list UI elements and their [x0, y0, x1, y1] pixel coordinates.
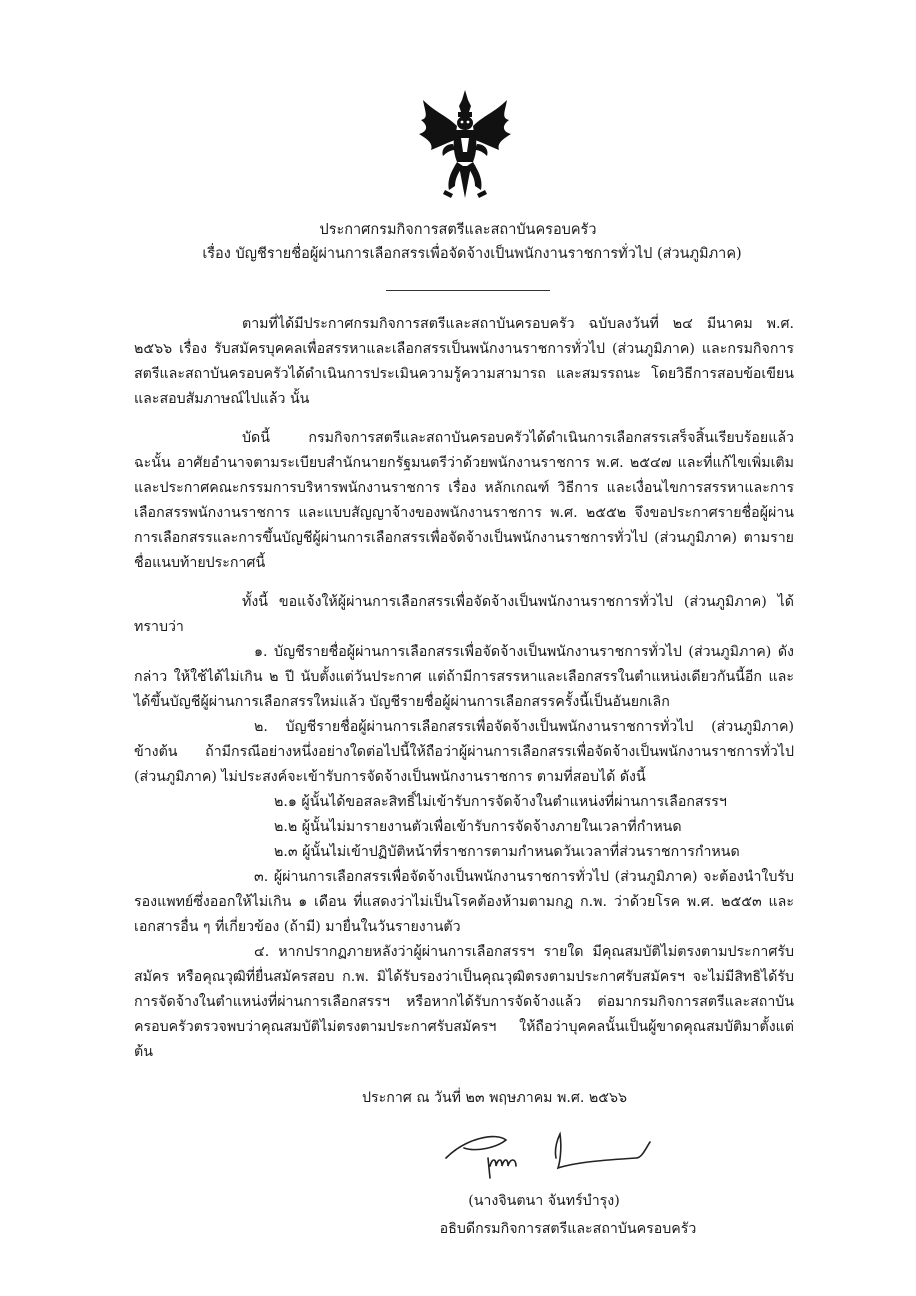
paragraph-background: ตามที่ได้มีประกาศกรมกิจการสตรีและสถาบันครอบครัว ฉบับลงวันที่ ๒๔ มีนาคม พ.ศ. ๒๕๖๖ เรื่อง รับสมัครบุคคลเพื่อสรรหาและเลือกสรรเป็นพนักงานราชการทั่วไป (ส่วนภูมิภาค) และกรมกิจการสตรีและสถาบันครอบครัวได้ดำเนินการประเมินความรู้ความสามารถ และสมรรถนะ โดยวิธีการสอบข้อเขียนและสอบสัมภาษณ์ไปแล้ว นั้น: [134, 316, 794, 407]
announcement-date: ประกาศ ณ วันที่ ๒๓ พฤษภาคม พ.ศ. ๒๕๖๖: [362, 1090, 628, 1106]
signer-name: (นางจินตนา จันทร์บำรุง): [468, 1193, 620, 1209]
condition-item-4: ๔. หากปรากฏภายหลังว่าผู้ผ่านการเลือกสรรฯ รายใด มีคุณสมบัติไม่ตรงตามประกาศรับสมัคร หรือคุณวุฒิที่ยื่นสมัครสอบ ก.พ. มิได้รับรองว่าเป็นคุณวุฒิตรงตามประกาศรับสมัครฯ จะไม่มีสิทธิได้รับการจัดจ้างในตำแหน่งที่ผ่านการเลือกสรรฯ หรือหากได้รับการจัดจ้างแล้ว ต่อมากรมกิจการสตรีและสถาบันครอบครัวตรวจพบว่าคุณสมบัติไม่ตรงตามประกาศรับสมัครฯ ให้ถือว่าบุคคลนั้นเป็นผู้ขาดคุณสมบัติมาตั้งแต่ต้น: [134, 944, 794, 1060]
announcement-header: [0, 218, 916, 266]
condition-item-2: ๒. บัญชีรายชื่อผู้ผ่านการเลือกสรรเพื่อจัดจ้างเป็นพนักงานราชการทั่วไป (ส่วนภูมิภาค) ข้างต้น ถ้ามีกรณีอย่างหนึ่งอย่างใดต่อไปนี้ให้ถือว่าผู้ผ่านการเลือกสรรเพื่อจัดจ้างเป็นพนักงานราชการทั่วไป (ส่วนภูมิภาค) ไม่ประสงค์จะเข้ารับการจัดจ้างเป็นพนักงานราชการ ตามที่สอบได้ ดังนี้: [134, 719, 794, 785]
condition-item-1: ๑. บัญชีรายชื่อผู้ผ่านการเลือกสรรเพื่อจัดจ้างเป็นพนักงานราชการทั่วไป (ส่วนภูมิภาค) ดังกล่าว ให้ใช้ได้ไม่เกิน ๒ ปี นับตั้งแต่วันประกาศ แต่ถ้ามีการสรรหาและเลือกสรรในตำแหน่งเดียวกันนี้อีก และได้ขึ้นบัญชีผู้ผ่านการเลือกสรรใหม่แล้ว บัญชีรายชื่อผู้ผ่านการเลือกสรรครั้งนี้เป็นอันยกเลิก: [134, 644, 794, 710]
paragraph-announcement: บัดนี้ กรมกิจการสตรีและสถาบันครอบครัวได้ดำเนินการเลือกสรรเสร็จสิ้นเรียบร้อยแล้ว ฉะนั้น อาศัยอำนาจตามระเบียบสำนักนายกรัฐมนตรีว่าด้วยพนักงานราชการ พ.ศ. ๒๕๔๗ และที่แก้ไขเพิ่มเติม และประกาศคณะกรรมการบริหารพนักงานราชการ เรื่อง หลักเกณฑ์ วิธีการ และเงื่อนไขการสรรหาและการเลือกสรรพนักงานราชการ และแบบสัญญาจ้างของพนักงานราชการ พ.ศ. ๒๕๕๒ จึงขอประกาศรายชื่อผู้ผ่านการเลือกสรรและการขึ้นบัญชีผู้ผ่านการเลือกสรรเพื่อจัดจ้างเป็นพนักงานราชการทั่วไป (ส่วนภูมิภาค) ตามรายชื่อแนบท้ายประกาศนี้: [134, 430, 794, 571]
condition-item-2-2: ๒.๒ ผู้นั้นไม่มารายงานตัวเพื่อเข้ารับการจัดจ้างภายในเวลาที่กำหนด: [274, 819, 682, 835]
issuer-title: ประกาศกรมกิจการสตรีและสถาบันครอบครัว: [319, 222, 597, 238]
garuda-emblem-icon: [407, 86, 523, 202]
paragraph-notice: ทั้งนี้ ขอแจ้งให้ผู้ผ่านการเลือกสรรเพื่อจัดจ้างเป็นพนักงานราชการทั่วไป (ส่วนภูมิภาค) ได้ทราบว่า: [134, 594, 794, 635]
header-divider: [386, 290, 550, 291]
signer-title: อธิบดีกรมกิจการสตรีและสถาบันครอบครัว: [439, 1221, 697, 1237]
handwritten-signature: [436, 1118, 666, 1196]
condition-item-2-3: ๒.๓ ผู้นั้นไม่เข้าปฏิบัติหน้าที่ราชการตามกำหนดวันเวลาที่ส่วนราชการกำหนด: [274, 844, 740, 860]
announcement-subject: เรื่อง บัญชีรายชื่อผู้ผ่านการเลือกสรรเพื่อจัดจ้างเป็นพนักงานราชการทั่วไป (ส่วนภูมิภาค): [202, 246, 742, 262]
announcement-body: [134, 312, 794, 1065]
condition-item-2-1: ๒.๑ ผู้นั้นได้ขอสละสิทธิ์ไม่เข้ารับการจัดจ้างในตำแหน่งที่ผ่านการเลือกสรรฯ: [274, 794, 727, 810]
condition-item-3: ๓. ผู้ผ่านการเลือกสรรเพื่อจัดจ้างเป็นพนักงานราชการทั่วไป (ส่วนภูมิภาค) จะต้องนำใบรับรองแพทย์ซึ่งออกให้ไม่เกิน ๑ เดือน ที่แสดงว่าไม่เป็นโรคต้องห้ามตามกฎ ก.พ. ว่าด้วยโรค พ.ศ. ๒๕๕๓ และเอกสารอื่น ๆ ที่เกี่ยวข้อง (ถ้ามี) มายื่นในวันรายงานตัว: [134, 869, 794, 935]
